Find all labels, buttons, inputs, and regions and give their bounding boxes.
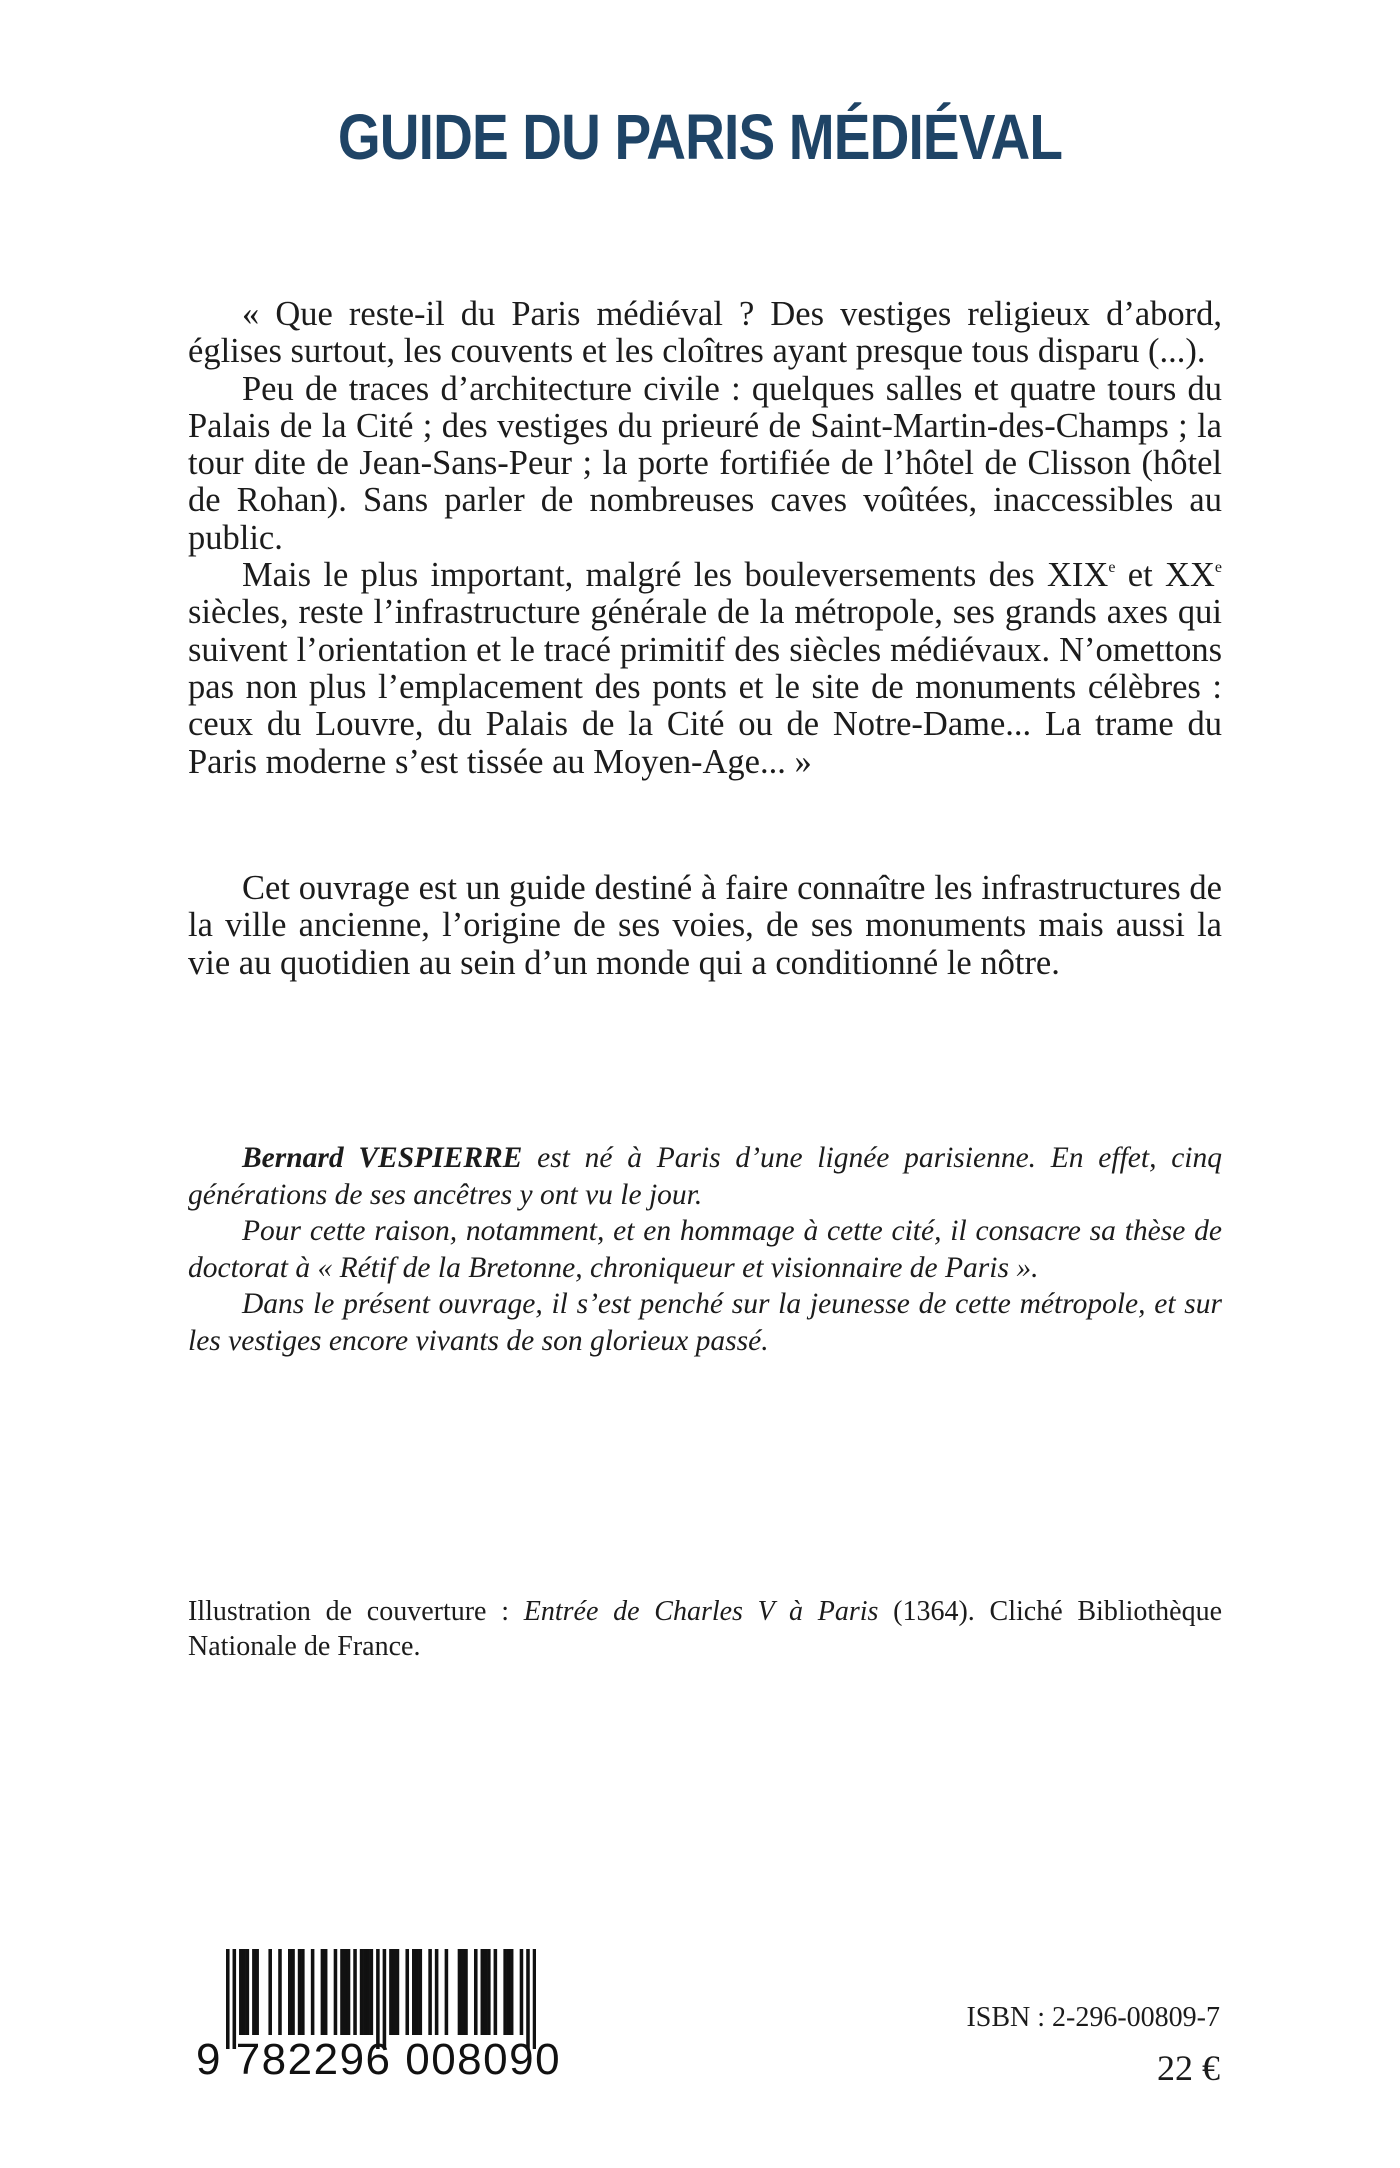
author-p1-rest: est né à Paris d’une lignée parisienne. En effet, cinq générations de ses ancêtres y ont vu le jour.: [188, 1142, 1222, 1211]
barcode-bar: [415, 1949, 419, 2035]
price-label: 22 €: [1157, 2048, 1220, 2088]
credit-suffix: (1364). Cliché Bibliothèque Nationale de France.: [188, 1596, 1223, 1662]
author-paragraph-3: Dans le présent ouvrage, il s’est penché sur la jeunesse de cette métropole, et sur les vestiges encore vivants de son glorieux passé.: [188, 1288, 1222, 1357]
barcode-bar: [347, 1949, 351, 2035]
quote-p3-start: Mais le plus important, malgré les bouleversements des XIX: [242, 556, 1109, 595]
barcode-bar: [291, 1949, 295, 2035]
barcode-bar: [396, 1949, 400, 2035]
barcode-bar: [487, 1949, 491, 2035]
book-summary: [188, 870, 1222, 982]
barcode-bar: [392, 1949, 396, 2035]
cover-illustration-credit: [188, 1594, 1222, 1664]
barcode-bar: [334, 1949, 338, 2035]
quote-paragraph-2: Peu de traces d’architecture civile : quelques salles et quatre tours du Palais de la Cité ; des vestiges du prieuré de Saint-Martin-des-Champs ; la tour dite de Jean-Sans-Peur ; la porte fortifiée de l’hôtel de Clisson (hôtel de Rohan). Sans parler de nombreuses caves voûtées, inaccessibles au public.: [188, 369, 1222, 557]
barcode-bar: [435, 1949, 439, 2035]
barcode-bar: [246, 1949, 250, 2035]
barcode-icon: [226, 1949, 536, 2049]
barcode-bar: [376, 1949, 380, 2049]
credit-prefix: Illustration de couverture :: [188, 1596, 524, 1627]
barcode-bar: [458, 1949, 462, 2035]
barcode-digits: 9 782296 008090: [196, 2035, 562, 2084]
author-bio: [188, 1140, 1222, 1360]
quote-paragraph-3: [188, 557, 1222, 781]
barcode-bar: [226, 1949, 230, 2049]
isbn-number: ISBN : 2-296-00809-7: [966, 2002, 1220, 2033]
barcode-bar: [239, 1949, 243, 2035]
barcode-bar: [494, 1949, 498, 2035]
book-title: GUIDE DU PARIS MÉDIÉVAL: [337, 101, 1063, 173]
credit-artwork-title: Entrée de Charles V à Paris: [523, 1596, 879, 1627]
barcode-bar: [383, 1949, 387, 2049]
barcode-bar: [288, 1949, 292, 2035]
barcode-bar: [419, 1949, 423, 2035]
barcode-bar: [366, 1949, 370, 2035]
barcode-bar: [412, 1949, 416, 2035]
barcode-bar: [268, 1949, 272, 2035]
quote-p3-middle: et XX: [1115, 556, 1215, 595]
barcode-bar: [340, 1949, 344, 2035]
barcode-bar: [311, 1949, 315, 2035]
barcode-bar: [353, 1949, 357, 2035]
barcode-bar: [360, 1949, 364, 2035]
barcode-bar: [481, 1949, 485, 2035]
quote-p3-end: siècles, reste l’infrastructure générale de la métropole, ses grands axes qui suivent l’orientation et le tracé primitif des siècles médiévaux. N’omettons pas non plus l’emplacement des ponts et le site de monuments célèbres : ceux du Louvre, du Palais de la Cité ou de Notre-Dame... La trame du Paris moderne s’est tissée au Moyen-Age... »: [188, 593, 1222, 781]
barcode-bar: [298, 1949, 302, 2035]
quote-paragraph-1: « Que reste-il du Paris médiéval ? Des vestiges religieux d’abord, églises surtout, les couvents et les cloîtres ayant presque tous disparu (...).: [188, 295, 1222, 371]
barcode-bar: [389, 1949, 393, 2035]
barcode-bar: [343, 1949, 347, 2035]
barcode-bar: [242, 1949, 246, 2035]
barcode-bar: [324, 1949, 328, 2035]
barcode-bar: [510, 1949, 514, 2035]
author-paragraph-1: [188, 1140, 1222, 1213]
century-superscript-xx: e: [1214, 559, 1222, 577]
barcode-bar: [370, 1949, 374, 2035]
barcode-bar: [464, 1949, 468, 2035]
author-name: Bernard VESPIERRE: [242, 1142, 523, 1174]
barcode-bar: [474, 1949, 478, 2035]
century-superscript-xix: e: [1108, 559, 1116, 577]
back-cover-quote: [188, 296, 1222, 781]
author-paragraph-2: Pour cette raison, notamment, et en hommage à cette cité, il consacre sa thèse de doctorat à « Rétif de la Bretonne, chroniqueur et visionnaire de Paris ».: [188, 1215, 1222, 1284]
barcode-bar: [461, 1949, 465, 2035]
barcode-bar: [533, 1949, 536, 2049]
barcode-bar: [321, 1949, 325, 2035]
barcode-bar: [301, 1949, 305, 2035]
barcode-bar: [252, 1949, 256, 2035]
barcode-bar: [405, 1949, 409, 2035]
barcode-bar: [233, 1949, 237, 2049]
barcode-bar: [507, 1949, 511, 2035]
barcode-bar: [363, 1949, 367, 2035]
barcode-bar: [278, 1949, 282, 2035]
barcode-bar: [484, 1949, 488, 2035]
credit-line: [188, 1594, 1222, 1664]
summary-paragraph: Cet ouvrage est un guide destiné à faire connaître les infrastructures de la ville ancienne, l’origine de ses voies, de ses monuments mais aussi la vie au quotidien au sein d’un monde qui a conditionné le nôtre.: [188, 869, 1222, 982]
barcode-bar: [520, 1949, 524, 2035]
barcode-bar: [526, 1949, 530, 2049]
barcode-bar: [255, 1949, 259, 2035]
barcode-bar: [445, 1949, 449, 2035]
barcode-bar: [428, 1949, 432, 2035]
barcode-bar: [503, 1949, 507, 2035]
